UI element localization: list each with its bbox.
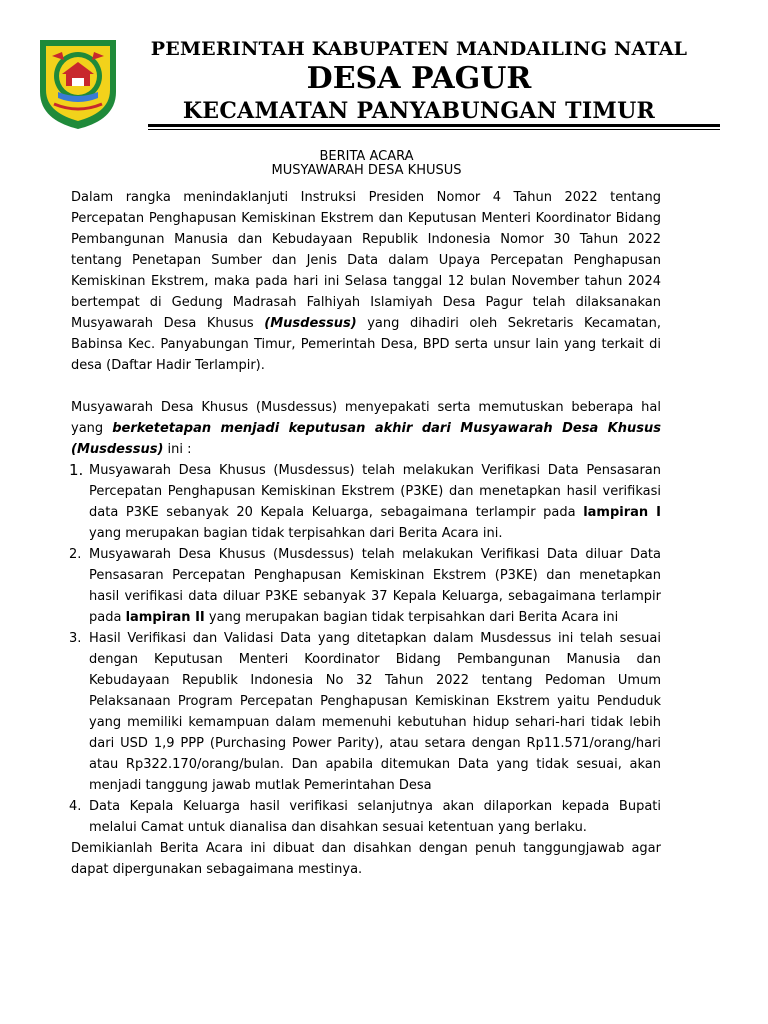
list-number: 3. [69,631,82,646]
opening-emphasis: (Musdessus) [264,316,357,331]
list-number: 2. [69,547,82,562]
agreement-emphasis: berketetapan menjadi keputusan akhir dari Musyawarah Desa Khusus (Musdessus) [71,421,661,457]
regency-emblem-icon [38,34,118,130]
header-rule-thin [148,129,720,130]
opening-text: Dalam rangka menindaklanjuti Instruksi Presiden Nomor 4 Tahun 2022 tentang Percepatan Penghapusan Kemiskinan Ekstrem dan Keputusan Menteri Koordinator Bidang Pembangunan Manusia dan Kebudayaan Republik Indonesia Nomor 30 Tahun 2022 tentang Penetapan Sumber dan Jenis Data dalam Upaya Percepatan Penghapusan Kemiskinan Ekstrem, maka pada hari ini Selasa tanggal 12 bulan November tahun 2024 bertempat di Gedung Madrasah Falhiyah Islamiyah Desa Pagur telah dilaksanakan Musyawarah Desa Khusus [71,190,661,331]
attachment-reference: lampiran I [583,505,661,520]
list-number: 4. [69,799,82,814]
opening-paragraph [71,187,661,376]
list-item-text-end: yang merupakan bagian tidak terpisahkan dari Berita Acara ini. [89,526,503,541]
list-item [71,460,661,544]
closing-paragraph: Demikianlah Berita Acara ini dibuat dan disahkan dengan penuh tanggungjawab agar dapat dipergunakan sebagaimana mestinya. [71,841,661,877]
document-title: BERITA ACARA [319,149,414,164]
list-item-text: Musyawarah Desa Khusus (Musdessus) telah melakukan Verifikasi Data Pensasaran Percepatan Penghapusan Kemiskinan Ekstrem (P3KE) dan menetapkan hasil verifikasi data P3KE sebanyak 20 Kepala Keluarga, sebagaimana terlampir pada [89,463,661,520]
header-village-name: DESA PAGUR [306,61,532,96]
decision-list [71,460,661,838]
agreement-paragraph [71,397,661,460]
list-item [71,544,661,628]
list-item-text: Hasil Verifikasi dan Validasi Data yang ditetapkan dalam Musdessus ini telah sesuai dengan Keputusan Menteri Koordinator Bidang Pembangunan Manusia dan Kebudayaan Republik Indonesia No 32 Tahun 2022 tentang Pedoman Umum Pelaksanaan Program Percepatan Penghapusan Kemiskinan Ekstrem yaitu Penduduk yang memiliki kemampuan dalam memenuhi kebutuhan hidup sehari-hari tidak lebih dari USD 1,9 PPP (Purchasing Power Parity), atau setara dengan Rp11.571/orang/hari atau Rp322.170/orang/bulan. Dan apabila ditemukan Data yang tidak sesuai, akan menjadi tanggung jawab mutlak Pemerintahan Desa [89,631,661,793]
opening-text-end: yang dihadiri oleh Sekretaris Kecamatan, Babinsa Kec. Panyabungan Timur, Pemerintah Desa, BPD serta unsur lain yang terkait di desa (Daftar Hadir Terlampir). [71,316,661,373]
letterhead [38,34,720,134]
document-body [71,187,661,880]
agreement-text: Musyawarah Desa Khusus (Musdessus) menyepakati serta memutuskan beberapa hal yang [71,400,661,436]
list-item [71,796,661,838]
list-item-text-end: yang merupakan bagian tidak terpisahkan dari Berita Acara ini [204,610,619,625]
list-item [71,628,661,796]
attachment-reference: lampiran II [125,610,205,625]
header-rule [148,124,720,127]
list-item-text: Data Kepala Keluarga hasil verifikasi selanjutnya akan dilaporkan kepada Bupati melalui Camat untuk dianalisa dan disahkan sesuai ketentuan yang berlaku. [89,799,661,835]
agreement-text-end: ini : [163,442,192,457]
header-government-line: PEMERINTAH KABUPATEN MANDAILING NATAL [150,38,688,60]
list-item-text: Musyawarah Desa Khusus (Musdessus) telah melakukan Verifikasi Data diluar Data Pensasaran Percepatan Penghapusan Kemiskinan Ekstrem (P3KE) dan menetapkan hasil verifikasi data diluar P3KE sebanyak 37 Kepala Keluarga, sebagaimana terlampir pada [89,547,661,625]
list-number: 1. [69,461,84,479]
header-district-line: KECAMATAN PANYABUNGAN TIMUR [182,98,656,124]
document-subtitle: MUSYAWARAH DESA KHUSUS [271,163,462,178]
